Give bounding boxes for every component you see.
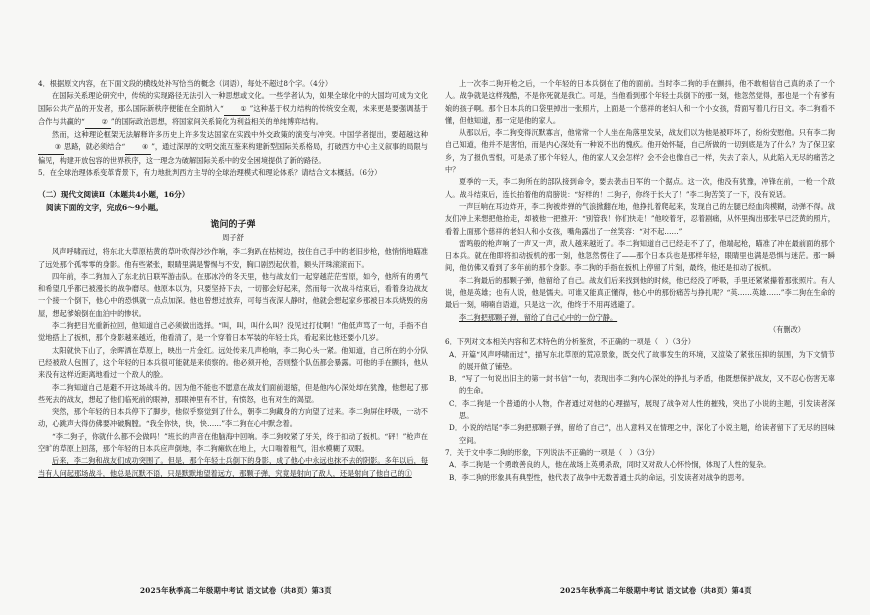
question-6-option-b[interactable]: B．“写了一句说出旧主的第一封书信”一句，表现出李二狗内心深处的挣扎与矛盾，他既想保护战友，又不忍心伤害无辜的生命。 xyxy=(449,374,835,396)
story-paragraph: “李二狗子，你就什么都不会做吗！”班长的声音在他脑海中回响。李二狗咬紧了牙关，终于扣动了扳机。“砰！”枪声在空旷的草原上回荡，那个年轻的日本兵应声倒地，李二狗瘫软在地上，大口喘着粗气，泪水模糊了双眼。 xyxy=(38,431,428,454)
blank-4[interactable]: ④ xyxy=(125,141,151,154)
section-heading: （二）现代文阅读Ⅱ（本题共4小题，16分） xyxy=(38,190,190,200)
blank-2[interactable]: ② xyxy=(85,116,111,129)
question-4-text: ”，通过深厚的文明交流互鉴来构建新型国际关系格局，打破西方中心主义叙事的局限与偏见，构建开放包容的世界秩序，这一理念为破解国际关系中的安全困境提供了新的路径。 xyxy=(38,142,428,165)
question-6-option-a[interactable]: A．开篇“风声呼啸而过”，描写东北草原的荒凉景象，既交代了故事发生的环境，又渲染了紧张压抑的氛围，为下文情节的展开做了铺垫。 xyxy=(449,349,835,371)
question-6-option-d[interactable]: D．小说的结尾“李二狗把那颗子弹，留给了自己”，出人意料又在情理之中，深化了小说主题，给读者留下了无尽的回味空间。 xyxy=(449,423,835,445)
question-4-para-1 xyxy=(38,90,428,129)
story-paragraph: 李二狗最后的那颗子弹，他留给了自己。战友们后来找到他的时候，他已经没了呼吸，手里还紧紧攥着那张照片。有人说，他是英雄；也有人说，他是懦夫。可谁又能真正懂得，他心中的那份痛苦与挣扎呢？“英……英雄……”李二狗在生命的最后一刻，喃喃自语道，只是这一次，他终于不用再逃避了。 xyxy=(445,275,835,310)
right-page xyxy=(445,78,835,484)
page-footer-right: 2025年秋季高二年级期中考试 语文试卷（共8页）第4页 xyxy=(560,586,752,595)
story-paragraph: 风声呼啸而过，将东北大草原枯黄的草叶吹得沙沙作响，李二狗趴在枯树边，按住自己手中的老旧步枪，他悄悄地瞄准了远处那个孤零零的身影。他有些紧张，眼睛里满是警惕与不安，胸口剧烈起伏着，额头汗珠滚滚而下。 xyxy=(38,247,428,269)
question-4-text: 在国际关系理论研究中，传统的实现路径无法引入一种思想或文化。一些学者认为，如果全球化中的大国均可成为文化国际公共产品的开发者，那么国际新秩序便能在全面纳入“ xyxy=(38,91,428,113)
question-7-option-b[interactable]: B．李二狗的形象具有典型性，他代表了战争中无数普通士兵的命运，引发读者对战争的思考。 xyxy=(449,472,749,482)
left-page xyxy=(38,78,428,480)
story-paragraph: 夏季的一天，李二狗所在的部队接到命令，要去袭击日军的一个据点。这一次，他没有犹豫，冲锋在前，一枪一个敌人。战斗结束后，连长拍着他的肩膀说：“好样的！二狗子，你终于长大了！”李二狗苦笑了一下，没有说话。 xyxy=(445,177,835,199)
question-4-para-2 xyxy=(38,129,428,167)
story-paragraph: 李二狗把目光重新拉回，他知道自己必须做出选择。“叫，叫，叫什么叫？没见过打仗啊！”他低声骂了一句，手指不自觉地搭上了扳机，那个身影越来越近，他看清了，是一个穿着日本军装的年轻士兵，看起来比他还要小几岁。 xyxy=(38,321,428,343)
story-paragraph: 太阳就快下山了，余晖洒在草原上，映出一片金红。远处传来几声枪响，李二狗心头一紧。他知道，自己所在的小分队已经被敌人包围了，这个年轻的日本兵很可能就是来侦察的。他必须开枪，否则整个队伍都会暴露。可他的手在颤抖，他从来没有这样近距离地看过一个敌人的脸。 xyxy=(38,345,428,380)
section-instruction: 阅读下面的文字，完成6～9小题。 xyxy=(46,202,163,212)
question-6-stem: 6．下列对文本相关内容和艺术特色的分析鉴赏，不正确的一项是（ ）（3分） xyxy=(445,337,695,347)
story-paragraph: 从那以后，李二狗变得沉默寡言，他常常一个人坐在角落里发呆，战友们以为他是被吓坏了，纷纷安慰他。只有李二狗自己知道，他并不是害怕，而是内心深处有一种说不出的愧疚。他开始怀疑，自己所做的一切到底是为了什么？为了保卫家乡，为了报仇雪恨，可是杀了那个年轻人，他的家人又会怎样？会不会也像自己一样，失去了亲人，从此陷入无尽的痛苦之中？ xyxy=(445,128,835,175)
page-footer-left: 2025年秋季高二年级期中考试 语文试卷（共8页）第3页 xyxy=(140,586,332,595)
story-author: 周子舒 xyxy=(222,232,244,242)
question-4-text: 思路，就必须结合“ xyxy=(64,142,126,152)
story-paragraph: 雷鸣般的枪声响了一声又一声，敌人越来越近了。李二狗知道自己已经走不了了，他端起枪，瞄准了冲在最前面的那个日本兵。就在他即将扣动扳机的那一刻，他忽然愣住了——那个日本兵也是那样年轻，眼睛里也满是恐惧与迷茫。那一瞬间，他仿佛又看到了多年前的那个身影。李二狗的手指在扳机上停留了片刻，最终，他还是扣动了扳机。 xyxy=(445,238,835,273)
blank-1[interactable]: ① xyxy=(224,103,250,116)
story-paragraph: 后来，李二狗和战友们成功突围了。但是，那个年轻士兵倒下的身影，成了他心中永远也抹不去的阴影。多年以后，每当有人问起那场战斗，他总是沉默不语，只是默默地望着远方，那颗子弹，究竟是射向了敌人，还是射向了他自己的① xyxy=(38,456,428,478)
story-paragraph: 上一次李二狗开枪之后，一个年轻的日本兵倒在了他的面前。当时李二狗的手在颤抖，他不敢相信自己真的杀了一个人。战争就是这样残酷，不是你死就是我亡。可是，当他看到那个年轻士兵倒下的那一刻，他忽然觉得，那也是一个有爹有娘的孩子啊。那个日本兵的口袋里掉出一张照片，上面是一个慈祥的老妇人和一个小女孩，背面写着几行日文。李二狗看不懂，但他知道，那一定是他的家人。 xyxy=(445,79,835,125)
blank-3[interactable]: ③ xyxy=(38,141,64,154)
question-4-text: ”的国际政治思想，将国家间关系简化为利益相关的单纯博弈结构。 xyxy=(110,116,323,126)
story-paragraph: 李二狗知道自己是避不开这场战斗的。因为他不能也不愿意在战友们面前退缩，但是他内心深处却在犹豫，他想起了那些死去的战友，想起了他们临死前的眼神，那眼神里有不甘，有愤怒，也有对生的渴望。 xyxy=(38,382,428,404)
question-7-stem: 7．关于文中李二狗的形象，下列说法不正确的一项是（ ）（3分） xyxy=(445,447,659,457)
story-title: 诡问的子弹 xyxy=(210,219,256,230)
question-4-stem: 4．根据原文内容，在下面文段的横线处补写恰当的概念（词语），每处不超过8个字。（4分） xyxy=(38,79,333,88)
question-6-option-c[interactable]: C．李二狗是一个普通的小人物，作者通过对他的心理描写，展现了战争对人性的摧残，突出了小说的主题，引发读者深思。 xyxy=(449,398,835,421)
story-paragraph: 一声巨响在耳边炸开，李二狗被炸弹的气浪掀翻在地，他挣扎着爬起来，发现自己的左腿已经血肉模糊，动弹不得。战友们冲上来想把他抬走，却被他一把推开：“别管我！你们快走！”他咬着牙，忍着剧痛，从怀里掏出那张早已泛黄的照片，看着上面那个慈祥的老妇人和小女孩，嘴角露出了一丝笑容：“对不起……” xyxy=(445,201,835,236)
question-5-stem: 5．在全球治理体系变革背景下，有力地批判西方主导的全球治理模式和理论体系？请结合文本概括。（6分） xyxy=(38,168,382,178)
story-ending: 李二狗把那颗子弹，留给了自己心中的一份宁静。 xyxy=(459,312,618,322)
source-note: （有删改） xyxy=(769,324,805,334)
question-7-option-a[interactable]: A．李二狗是一个勇敢善良的人，他在战场上英勇杀敌，同时又对敌人心怀怜悯，体现了人性的复杂。 xyxy=(449,460,771,470)
story-paragraph: 突然，那个年轻的日本兵停下了脚步，他似乎察觉到了什么，朝李二狗藏身的方向望了过来。李二狗屏住呼吸，一动不动，心跳声大得仿佛要冲破胸膛。“我全你快，快，快……”李二狗在心中默念着。 xyxy=(38,407,428,429)
question-4-text: 然而，这种理论框架无法解释许多历史上许多发达国家在实践中外交政策的演变与冲突。中国学者提出，要超越这种 xyxy=(52,130,428,140)
question-4-text: ”这种基于权力结构的传统安全观，未来更是要强调基于合作与共赢的“ xyxy=(38,103,428,126)
story-paragraph: 四年前，李二狗加入了东北抗日联军游击队。在那冰冷的冬天里，他与战友们一起穿越茫茫雪原，如今，他所有的勇气和希望几乎都已被漫长的战争磨尽。他原本以为，只要坚持下去，一切都会好起来，然而每一次战斗结束后，看着身边战友一个接一个倒下，他心中的恐惧就一点点加深。他也曾想过放弃，可每当夜深人静时，他就会想起家乡那被日本兵烧毁的房屋，想起爹娘倒在血泊中的惨状。 xyxy=(38,271,428,318)
